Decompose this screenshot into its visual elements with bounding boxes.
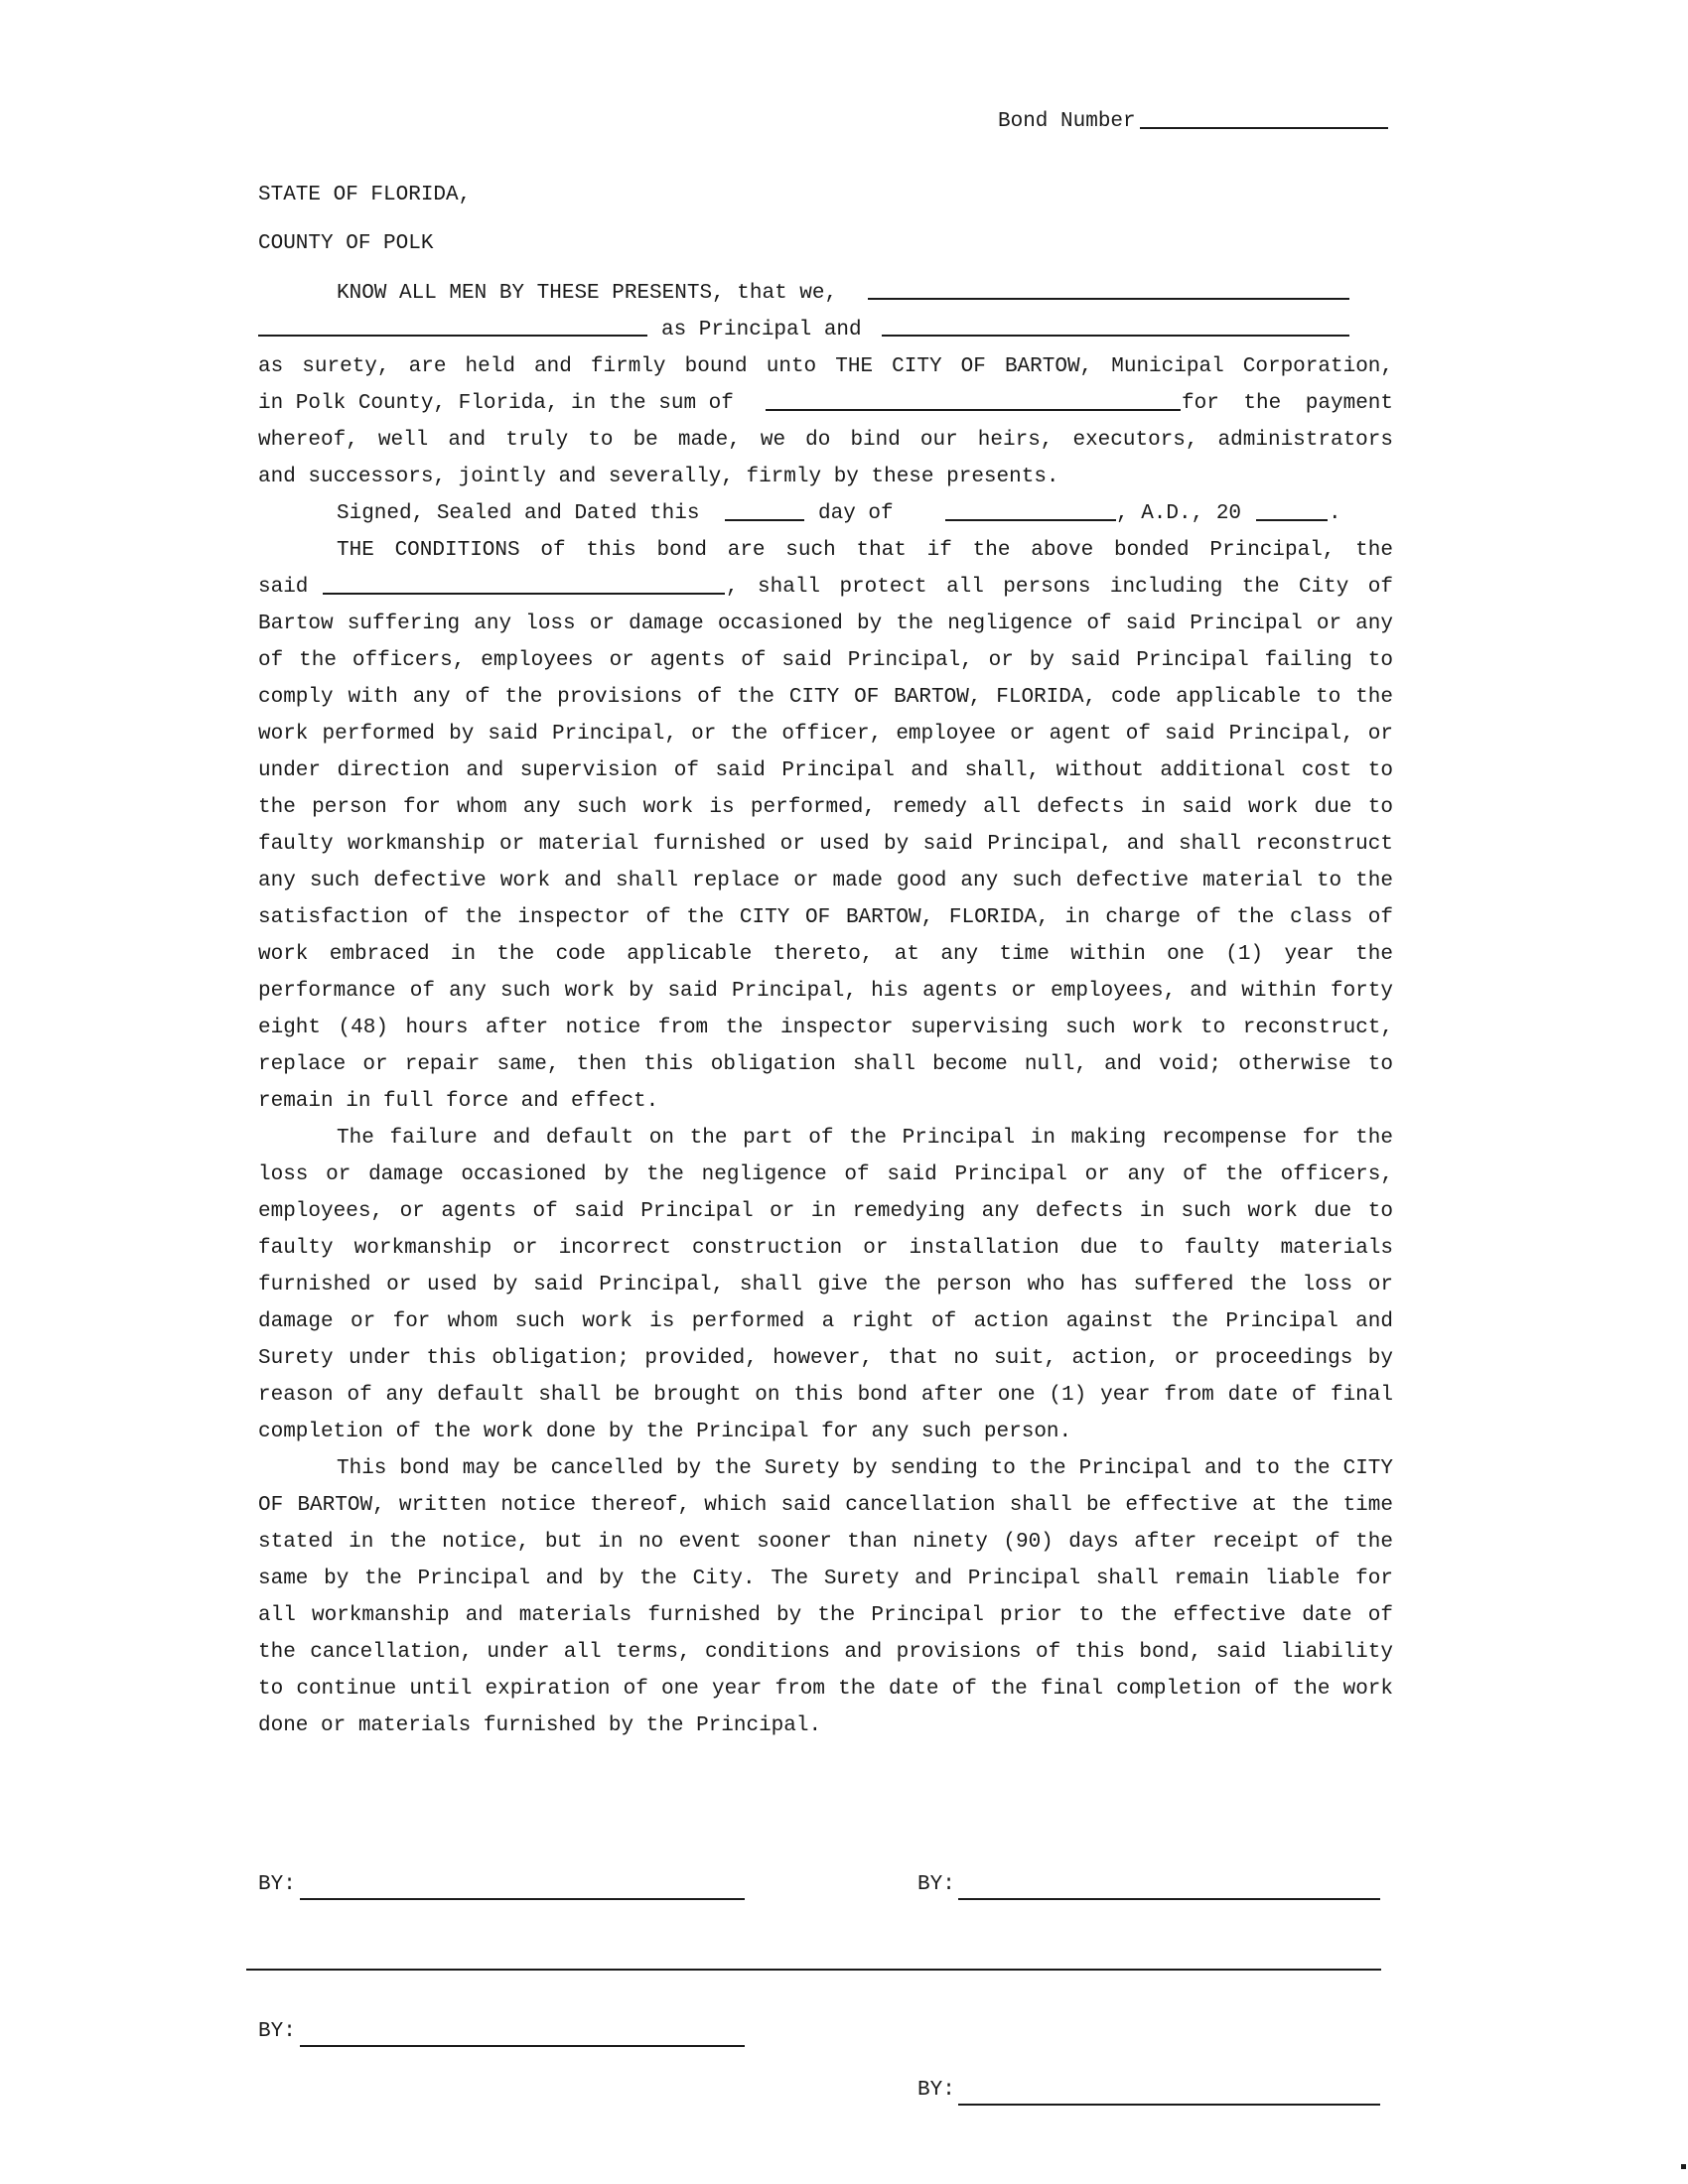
signed-year-field[interactable] xyxy=(1256,519,1328,521)
state-line: STATE OF FLORIDA, xyxy=(258,184,472,206)
principal-name-field-cont[interactable] xyxy=(258,335,647,337)
conditions-rest: Bartow suffering any loss or damage occasioned by the negligence of said Principal or any of the officers, employees or agents of said Principal, or by said Principal failing to comply with any of the provisions of the CITY OF BARTOW, FLORIDA, code applicable to the work performed by said Principal, or the officer, employee or agent of said Principal, or under direction and supervision of said Principal and shall, without additional cost to the person for whom any such work is performed, remedy all defects in said work due to faulty workmanship or material furnished or used by said Principal, and shall reconstruct any such defective work and shall replace or made good any such defective material to the satisfaction of the inspector of the CITY OF BARTOW, FLORIDA, in charge of the class of work embraced in the code applicable thereto, at any time within one (1) year the performance of any such work by said Principal, his agents or employees, and within forty eight (48) hours after notice from the inspector supervising such work to reconstruct, replace or repair same, then this obligation shall become null, and void; otherwise to remain in full force and effect. xyxy=(258,613,1393,1113)
intro-know-all-men: KNOW ALL MEN BY THESE PRESENTS, that we, xyxy=(337,282,838,305)
conditions-lead: THE CONDITIONS of this bond are such that if the above bonded Principal, the xyxy=(337,539,1393,562)
sum-amount-field[interactable] xyxy=(766,409,1181,411)
signed-day-of: day of xyxy=(818,502,894,525)
sum-suffix: for the payment xyxy=(1182,392,1393,415)
conditions-body xyxy=(258,606,1393,1744)
page-dot xyxy=(1681,2164,1686,2169)
signature-line-3[interactable] xyxy=(300,2045,745,2047)
signature-by-4-label: BY: xyxy=(917,2079,955,2102)
conditions-principal-field[interactable] xyxy=(323,593,725,595)
signed-prefix: Signed, Sealed and Dated this xyxy=(337,502,700,525)
sum-prefix: in Polk County, Florida, in the sum of xyxy=(258,392,734,415)
signed-ad: , A.D., 20 xyxy=(1116,502,1242,525)
surety-name-field[interactable] xyxy=(882,335,1349,337)
bond-number-label: Bond Number xyxy=(998,110,1136,133)
failure-paragraph: The failure and default on the part of the Principal in making recompense for the loss or damage occasioned by the negligence of said Principal or any of the officers, employees, or agents of said Principal or in remedying any defects in such work due to faulty workmanship or incorrect construction or installation due to faulty materials furnished or used by said Principal, shall give the person who has suffered the loss or damage or for whom such work is performed a right of action against the Principal and Surety under this obligation; provided, however, that no suit, action, or proceedings by reason of any default shall be brought on this bond after one (1) year from date of final completion of the work done by the Principal for any such person. xyxy=(258,1127,1393,1443)
signature-by-1-label: BY: xyxy=(258,1873,296,1896)
signature-by-3-label: BY: xyxy=(258,2020,296,2043)
signed-day-field[interactable] xyxy=(725,519,804,521)
cancel-paragraph: This bond may be cancelled by the Surety by sending to the Principal and to the CITY OF BARTOW, written notice thereof, which said cancellation shall be effective at the time stated in the notice, but in no event sooner than ninety (90) days after receipt of the same by the Principal and by the City. The Surety and Principal shall remain liable for all workmanship and materials furnished by the Principal prior to the effective date of the cancellation, under all terms, conditions and provisions of this bond, said liability to continue until expiration of one year from the date of the final completion of the work done or materials furnished by the Principal. xyxy=(258,1457,1393,1737)
signature-line-1[interactable] xyxy=(300,1898,745,1900)
signature-by-2-label: BY: xyxy=(917,1873,955,1896)
as-principal-and: as Principal and xyxy=(661,319,862,341)
intro-successors-line: and successors, jointly and severally, firmly by these presents. xyxy=(258,466,1059,488)
conditions-said: said xyxy=(258,576,309,599)
signature-line-2[interactable] xyxy=(958,1898,1380,1900)
intro-surety-line: as surety, are held and firmly bound unto THE CITY OF BARTOW, Municipal Corporation, xyxy=(258,355,1393,378)
intro-whereof-line: whereof, well and truly to be made, we do bind our heirs, executors, administrators xyxy=(258,429,1393,452)
conditions-after-said: , shall protect all persons including the City of xyxy=(726,576,1393,599)
divider-line xyxy=(246,1969,1381,1971)
county-line: COUNTY OF POLK xyxy=(258,232,434,255)
signature-line-4[interactable] xyxy=(958,2104,1380,2106)
signed-month-field[interactable] xyxy=(945,519,1116,521)
principal-name-field[interactable] xyxy=(868,298,1349,300)
signed-end: . xyxy=(1329,502,1341,525)
bond-number-field[interactable] xyxy=(1140,127,1388,129)
